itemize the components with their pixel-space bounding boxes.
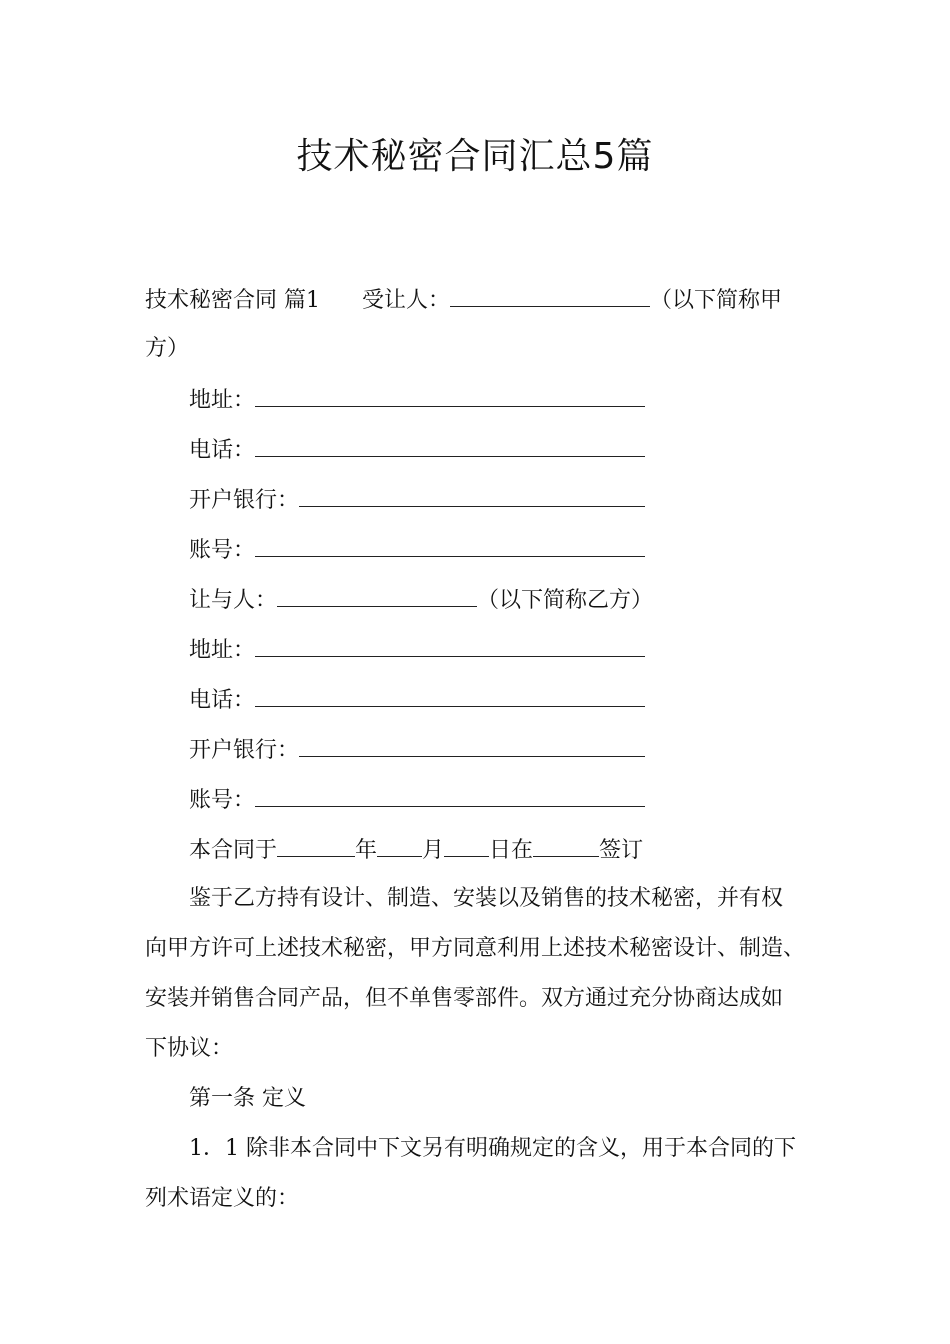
phone-blank[interactable] (255, 684, 645, 707)
paragraph-line: 鉴于乙方持有设计、制造、安装以及销售的技术秘密，并有权 (189, 886, 784, 911)
bank-blank[interactable] (299, 484, 645, 507)
clause-line: 列术语定义的： (145, 1186, 300, 1211)
signing-line (189, 834, 643, 866)
party-a-account (189, 534, 645, 566)
bank-label: 开户银行： (189, 738, 300, 763)
paragraph-line: 下协议： (145, 1036, 234, 1061)
year-blank[interactable] (277, 834, 355, 857)
contract-lead: 技术秘密合同 篇1 (145, 288, 320, 313)
account-label: 账号： (189, 788, 256, 813)
paragraph-line: 安装并销售合同产品，但不单售零部件。双方通过充分协商达成如 (145, 986, 784, 1011)
party-a-phone (189, 434, 645, 466)
document-title: 技术秘密合同汇总5篇 (296, 136, 654, 177)
transferor-alias: （以下简称乙方） (477, 588, 654, 613)
phone-blank[interactable] (255, 434, 645, 457)
party-b-address (189, 634, 645, 666)
day-at-label: 日在 (489, 838, 534, 863)
clause-line: 1．1 除非本合同中下文另有明确规定的含义，用于本合同的下 (189, 1136, 796, 1161)
party-b-bank (189, 734, 645, 766)
month-label: 月 (422, 838, 445, 863)
bank-blank[interactable] (299, 734, 645, 757)
paragraph-line: 向甲方许可上述技术秘密，甲方同意利用上述技术秘密设计、制造、 (145, 936, 806, 961)
transferee-alias: （以下简称甲 (650, 288, 783, 313)
year-label: 年 (355, 838, 378, 863)
party-b-phone (189, 684, 645, 716)
account-label: 账号： (189, 538, 256, 563)
day-blank[interactable] (444, 834, 489, 857)
phone-label: 电话： (189, 438, 256, 463)
place-blank[interactable] (533, 834, 599, 857)
address-label: 地址： (189, 388, 256, 413)
account-blank[interactable] (255, 534, 645, 557)
party-a-bank (189, 484, 645, 516)
party-a-address (189, 384, 645, 416)
transferee-label: 受让人： (362, 288, 451, 313)
transferor-blank[interactable] (277, 584, 477, 607)
address-blank[interactable] (255, 384, 645, 407)
transferee-blank[interactable] (450, 284, 650, 307)
signed-label: 签订 (599, 838, 644, 863)
phone-label: 电话： (189, 688, 256, 713)
intro-line-wrap: 方） (145, 336, 190, 361)
transferor-label: 让与人： (189, 588, 278, 613)
account-blank[interactable] (255, 784, 645, 807)
address-label: 地址： (189, 638, 256, 663)
signing-prefix: 本合同于 (189, 838, 278, 863)
intro-line (145, 284, 782, 316)
party-b-line (189, 584, 653, 616)
party-b-account (189, 784, 645, 816)
address-blank[interactable] (255, 634, 645, 657)
article-heading: 第一条 定义 (189, 1086, 306, 1111)
month-blank[interactable] (377, 834, 422, 857)
bank-label: 开户银行： (189, 488, 300, 513)
